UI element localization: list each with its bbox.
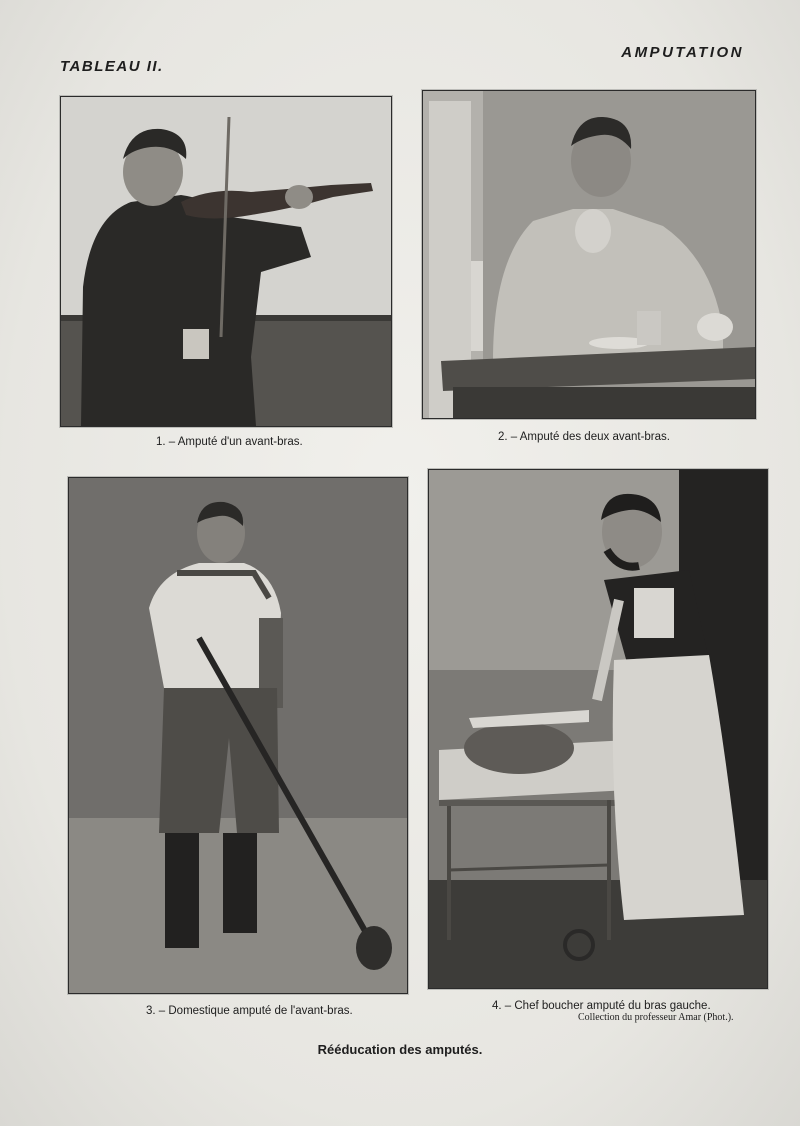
photo-credit: Collection du professeur Amar (Phot.). — [578, 1012, 734, 1023]
photo-seated-man — [422, 90, 756, 419]
photo-butcher-image — [429, 470, 767, 988]
plate-number: TABLEAU II. — [60, 58, 164, 75]
plate-heading: AMPUTATION — [621, 44, 744, 61]
photo-seated-man-image — [423, 91, 755, 418]
caption-figure-1: 1. – Amputé d'un avant-bras. — [156, 436, 303, 448]
photo-violinist-image — [61, 97, 391, 426]
photo-servant-broom-image — [69, 478, 407, 993]
caption-figure-4: 4. – Chef boucher amputé du bras gauche. — [492, 1000, 711, 1012]
photo-violinist — [60, 96, 392, 427]
photo-butcher — [428, 469, 768, 989]
caption-figure-2: 2. – Amputé des deux avant-bras. — [498, 431, 670, 443]
photo-servant-broom — [68, 477, 408, 994]
caption-figure-3: 3. – Domestique amputé de l'avant-bras. — [146, 1005, 353, 1017]
plate-title: Rééducation des amputés. — [317, 1042, 483, 1057]
